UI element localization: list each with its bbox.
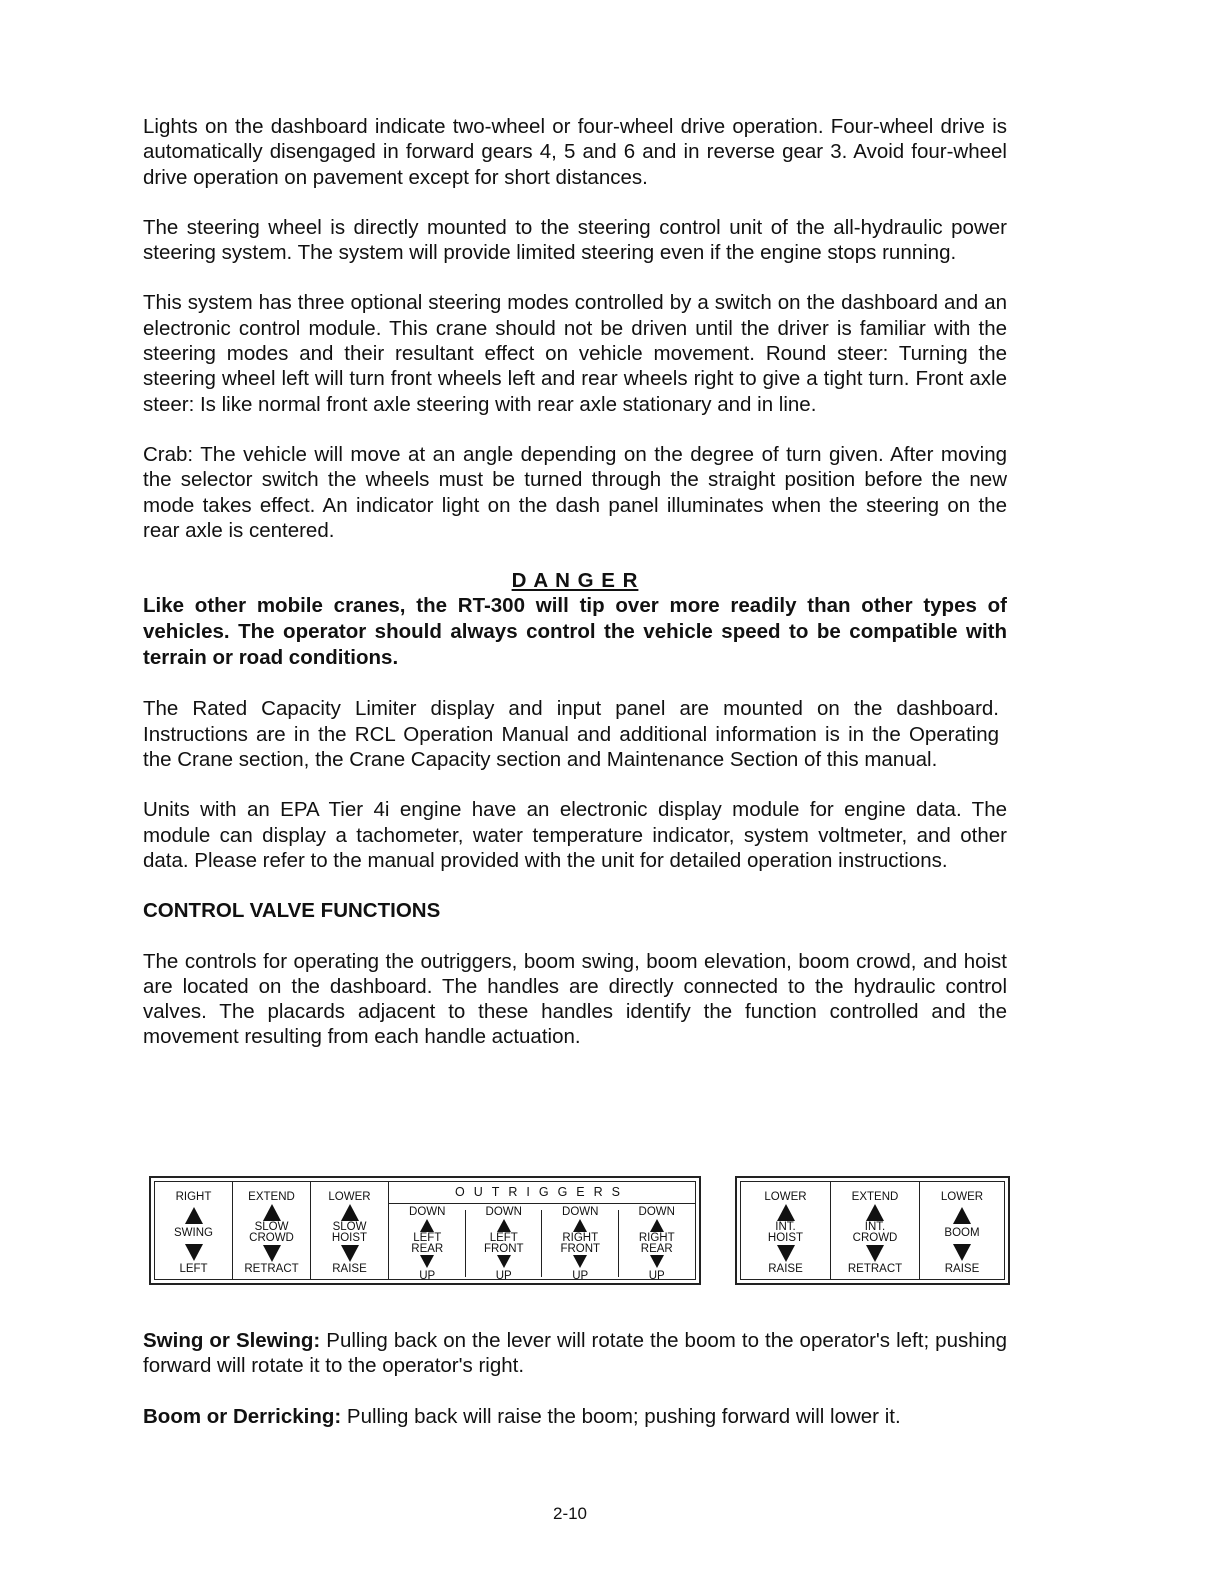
page-body (143, 114, 1007, 1050)
hoist-bot-label: RAISE (332, 1263, 367, 1275)
arrow-down-icon (866, 1245, 884, 1262)
swing-text: Pulling back on the lever will rotate the boom to the operator's left; pushing forward will rotate it to the operator's right. (143, 1329, 1007, 1378)
paragraph-steering-modes: This system has three optional steering modes controlled by a switch on the dashboard and an electronic control module. This crane should not be driven until the driver is familiar with the steering modes and their resultant effect on vehicle movement. Round steer: Turning the steering wheel left will turn front wheels left and rear wheels right to give a tight turn. Front axle steer: Is like normal front axle steering with rear axle stationary and in line. (143, 291, 1007, 416)
control-placards (0, 1176, 1224, 1286)
page-body-lower (143, 1328, 1007, 1429)
arrow-up-icon (650, 1219, 664, 1232)
boom-bot-label: RAISE (944, 1263, 980, 1275)
outrigger-top-label: DOWN (562, 1206, 599, 1218)
swing-mid-label: SWING (174, 1227, 213, 1239)
outriggers-title: OUTRIGGERS (389, 1182, 695, 1204)
placard-int-hoist (741, 1182, 831, 1279)
placard-boom (920, 1182, 1004, 1279)
placard-right (735, 1176, 1010, 1285)
hoist-top-label: LOWER (328, 1191, 371, 1203)
paragraph-crab: Crab: The vehicle will move at an angle depending on the degree of turn given. After moving the selector switch the wheels must be turned through the straight position before the new mode takes effect. An indicator light on the dash panel illuminates when the steering on the rear axle is centered. (143, 442, 1007, 542)
swing-lead: Swing or Slewing: (143, 1329, 321, 1352)
placard-slow-hoist (311, 1182, 389, 1279)
int-crowd-mid1-label: INT. (864, 1221, 886, 1233)
boom-top-label: LOWER (940, 1191, 984, 1203)
hoist-mid1-label: SLOW (332, 1221, 367, 1233)
outrigger-bot-label: UP (572, 1270, 589, 1282)
outrigger-bot-label: UP (419, 1270, 436, 1282)
hoist-mid2-label: HOIST (331, 1232, 368, 1244)
arrow-up-icon (953, 1207, 971, 1224)
boom-text: Pulling back will raise the boom; pushing forward will lower it. (341, 1404, 901, 1428)
crowd-top-label: EXTEND (248, 1191, 295, 1203)
arrow-up-icon (573, 1219, 587, 1232)
paragraph-controls: The controls for operating the outriggers, boom swing, boom elevation, boom crowd, and hoist are located on the dashboard. The handles are directly connected to the hydraulic control valves. The placards adjacent to these handles identify the function controlled and the movement resulting from each handle actuation. (143, 949, 1007, 1049)
arrow-down-icon (420, 1255, 434, 1268)
arrow-down-icon (573, 1255, 587, 1268)
arrow-down-icon (953, 1244, 971, 1261)
arrow-up-icon (420, 1219, 434, 1232)
int-hoist-mid2-label: HOIST (767, 1232, 804, 1244)
placard-left (149, 1176, 701, 1285)
outrigger-top-label: DOWN (638, 1206, 675, 1218)
arrow-up-icon (497, 1219, 511, 1232)
boom-lead: Boom or Derricking: (143, 1404, 342, 1428)
arrow-up-icon (341, 1204, 359, 1221)
int-hoist-mid1-label: INT. (775, 1221, 796, 1233)
page-number: 2-10 (552, 1504, 588, 1523)
crowd-bot-label: RETRACT (244, 1263, 299, 1275)
outrigger-bot-label: UP (495, 1270, 512, 1282)
placard-swing (155, 1182, 233, 1279)
outrigger-left-front (466, 1204, 543, 1282)
outrigger-mid2-label: REAR (411, 1243, 444, 1255)
outrigger-mid1-label: LEFT (413, 1232, 442, 1244)
swing-bot-label: LEFT (179, 1263, 208, 1275)
placard-outriggers (389, 1182, 695, 1282)
paragraph-rcl: The Rated Capacity Limiter display and input panel are mounted on the dashboard. Instructions are in the RCL Operation Manual and additional information is in the Operating the Crane section, the Crane Capacity section and Maintenance Section of this manual. (143, 697, 999, 772)
paragraph-boom (143, 1404, 1007, 1429)
arrow-up-icon (263, 1204, 281, 1221)
arrow-down-icon (650, 1255, 664, 1268)
boom-mid-label: BOOM (944, 1227, 980, 1239)
outrigger-mid2-label: FRONT (560, 1243, 601, 1255)
outrigger-right-front (542, 1204, 619, 1282)
outrigger-bot-label: UP (648, 1270, 665, 1282)
outrigger-mid2-label: REAR (640, 1243, 673, 1255)
placard-slow-crowd (233, 1182, 311, 1279)
outrigger-mid1-label: RIGHT (638, 1232, 675, 1244)
outrigger-right-rear (619, 1204, 696, 1282)
arrow-up-icon (777, 1204, 795, 1221)
arrow-down-icon (263, 1245, 281, 1262)
int-crowd-bot-label: RETRACT (847, 1263, 903, 1275)
paragraph-swing (143, 1328, 1007, 1379)
arrow-down-icon (185, 1244, 203, 1261)
outrigger-top-label: DOWN (485, 1206, 522, 1218)
outrigger-mid2-label: FRONT (483, 1243, 524, 1255)
int-hoist-bot-label: RAISE (768, 1263, 803, 1275)
section-heading: CONTROL VALVE FUNCTIONS (143, 899, 441, 923)
swing-top-label: RIGHT (175, 1191, 212, 1203)
placard-int-crowd (831, 1182, 920, 1279)
outrigger-top-label: DOWN (409, 1206, 446, 1218)
danger-text: Like other mobile cranes, the RT-300 will tip over more readily than other types of vehicles. The operator should always control the vehicle speed to be compatible with terrain or road conditions. (143, 594, 1007, 670)
arrow-up-icon (866, 1204, 884, 1221)
arrow-down-icon (341, 1245, 359, 1262)
int-crowd-mid2-label: CROWD (852, 1232, 898, 1244)
crowd-mid1-label: SLOW (254, 1221, 289, 1233)
paragraph-drive-lights: Lights on the dashboard indicate two-wheel or four-wheel drive operation. Four-wheel drive is automatically disengaged in forward gears 4, 5 and 6 and in reverse gear 3. Avoid four-wheel drive operation on pavement except for short distances. (143, 115, 1007, 189)
danger-title: D A N G E R (511, 569, 639, 593)
outrigger-mid1-label: RIGHT (562, 1232, 599, 1244)
int-crowd-top-label: EXTEND (851, 1191, 899, 1203)
crowd-mid2-label: CROWD (249, 1232, 294, 1244)
arrow-up-icon (185, 1207, 203, 1224)
arrow-down-icon (777, 1245, 795, 1262)
paragraph-steering-wheel: The steering wheel is directly mounted to the steering control unit of the all-hydraulic power steering system. The system will provide limited steering even if the engine stops running. (143, 215, 1007, 265)
outrigger-left-rear (389, 1204, 466, 1282)
paragraph-tier4: Units with an EPA Tier 4i engine have an electronic display module for engine data. The module can display a tachometer, water temperature indicator, system voltmeter, and other data. Please refer to the manual provided with the unit for detailed operation instructions. (143, 798, 1007, 872)
int-hoist-top-label: LOWER (764, 1191, 807, 1203)
arrow-down-icon (497, 1255, 511, 1268)
outrigger-mid1-label: LEFT (489, 1232, 518, 1244)
